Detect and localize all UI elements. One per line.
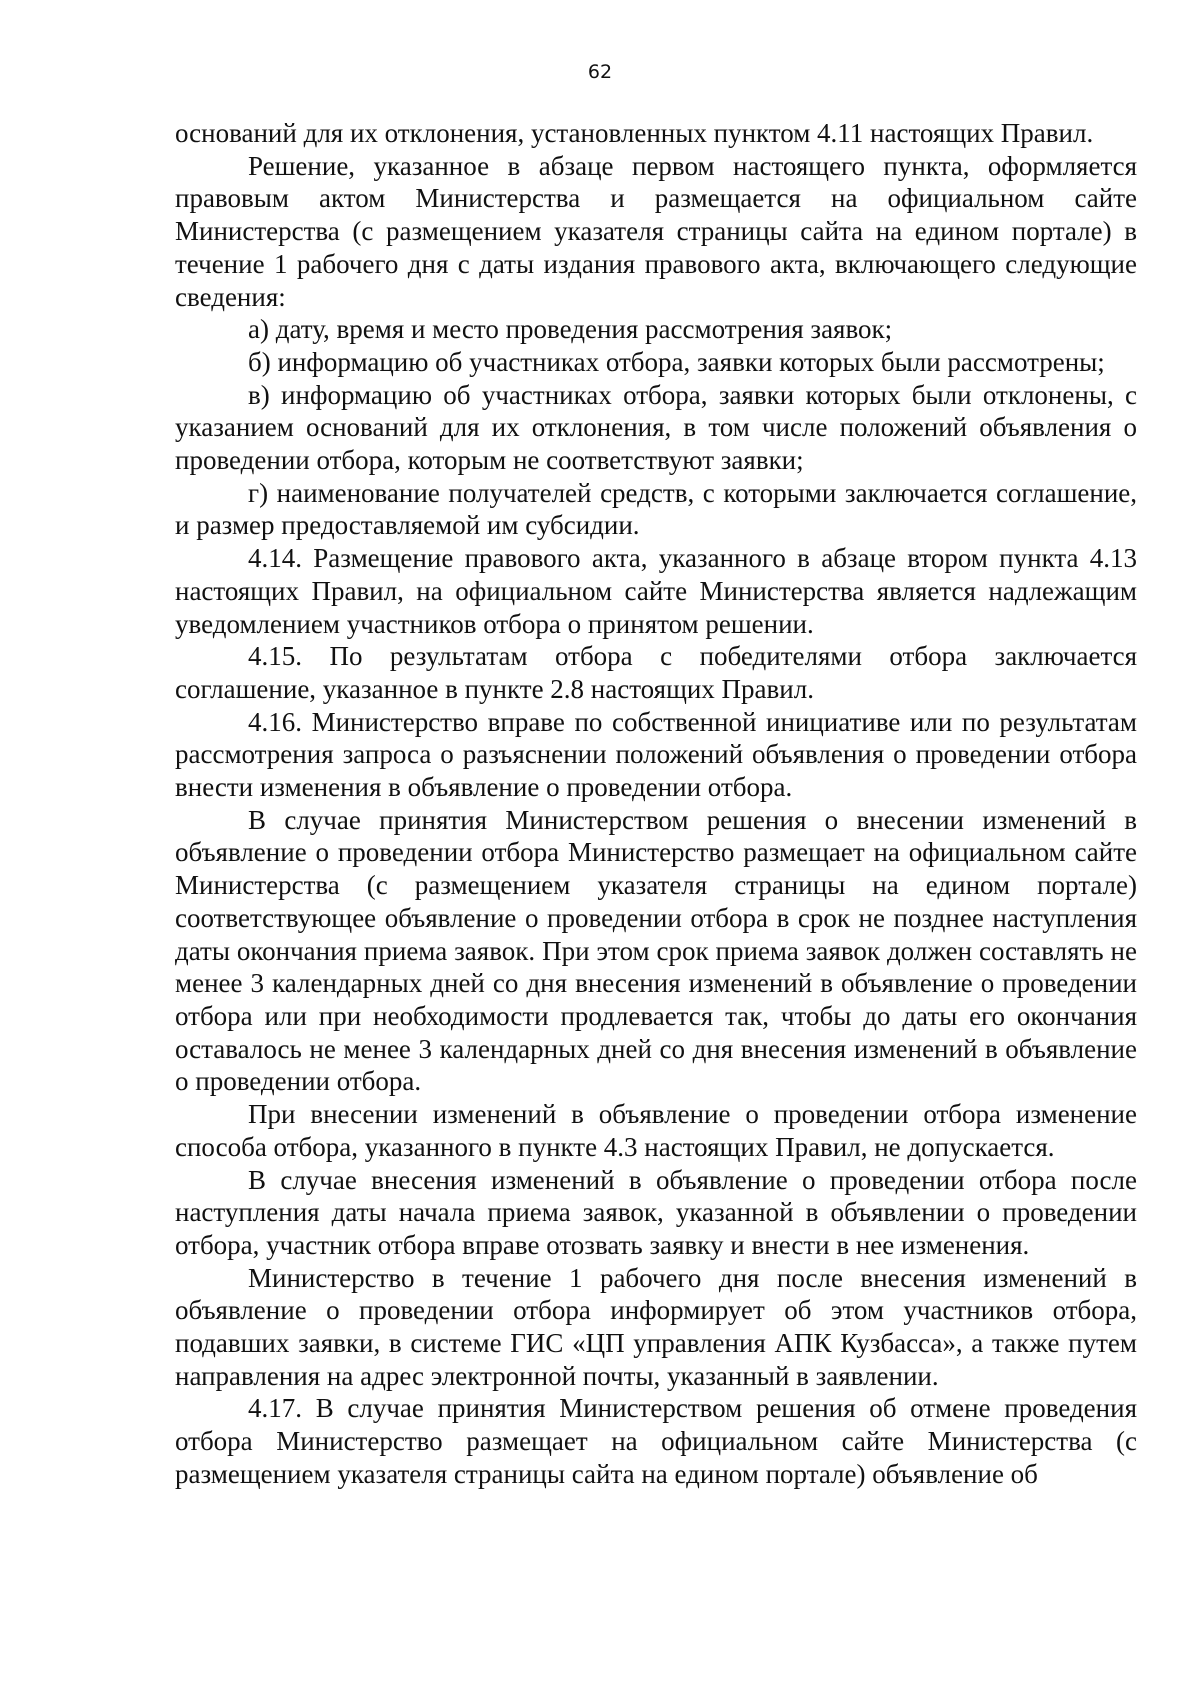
document-body	[175, 117, 1137, 1491]
paragraph-10: В случае принятия Министерством решения о внесении изменений в объявление о проведении отбора Министерство размещает на официальном сайте Министерства (с размещением указателя страницы на едином портале) соответствующее объявление о проведении отбора в срок не позднее наступления даты окончания приема заявок. При этом срок приема заявок должен составлять не менее 3 календарных дней со дня внесения изменений в объявление о проведении отбора или при необходимости продлевается так, чтобы до даты его окончания оставалось не менее 3 календарных дней со дня внесения изменений в объявление о проведении отбора.	[175, 804, 1137, 1097]
paragraph-13: Министерство в течение 1 рабочего дня после внесения изменений в объявление о проведении отбора информирует об этом участников отбора, подавших заявки, в системе ГИС «ЦП управления АПК Кузбасса», а также путем направления на адрес электронной почты, указанный в заявлении.	[175, 1262, 1137, 1391]
paragraph-7: 4.14. Размещение правового акта, указанного в абзаце втором пункта 4.13 настоящих Правил, на официальном сайте Министерства является надлежащим уведомлением участников отбора о принятом решении.	[175, 543, 1137, 639]
paragraph-4: б) информацию об участниках отбора, заявки которых были рассмотрены;	[248, 346, 1105, 377]
page-number: 62	[587, 61, 613, 83]
paragraph-5: в) информацию об участниках отбора, заявки которых были отклонены, с указанием оснований для их отклонения, в том числе положений объявления о проведении отбора, которым не соответствуют заявки;	[175, 379, 1137, 476]
paragraph-12: В случае внесения изменений в объявление о проведении отбора после наступления даты начала приема заявок, указанной в объявлении о проведении отбора, участник отбора вправе отозвать заявку и внести в нее изменения.	[175, 1164, 1137, 1260]
paragraph-11: При внесении изменений в объявление о проведении отбора изменение способа отбора, указанного в пункте 4.3 настоящих Правил, не допускается.	[175, 1099, 1137, 1162]
paragraph-1: оснований для их отклонения, установленных пунктом 4.11 настоящих Правил.	[175, 118, 1094, 148]
paragraph-3: а) дату, время и место проведения рассмотрения заявок;	[248, 314, 893, 345]
paragraph-2: Решение, указанное в абзаце первом настоящего пункта, оформляется правовым актом Министерства и размещается на официальном сайте Министерства (с размещением указателя страницы сайта на едином портале) в течение 1 рабочего дня с даты издания правового акта, включающего следующие сведения:	[175, 150, 1137, 312]
paragraph-14: 4.17. В случае принятия Министерством решения об отмене проведения отбора Министерство размещает на официальном сайте Министерства (с размещением указателя страницы сайта на едином портале) объявление об	[175, 1393, 1137, 1489]
paragraph-9: 4.16. Министерство вправе по собственной инициативе или по результатам рассмотрения запроса о разъяснении положений объявления о проведении отбора внести изменения в объявление о проведении отбора.	[175, 706, 1137, 803]
paragraph-8: 4.15. По результатам отбора с победителями отбора заключается соглашение, указанное в пункте 2.8 настоящих Правил.	[175, 641, 1137, 704]
paragraph-6: г) наименование получателей средств, с которыми заключается соглашение, и размер предоставляемой им субсидии.	[175, 477, 1137, 541]
